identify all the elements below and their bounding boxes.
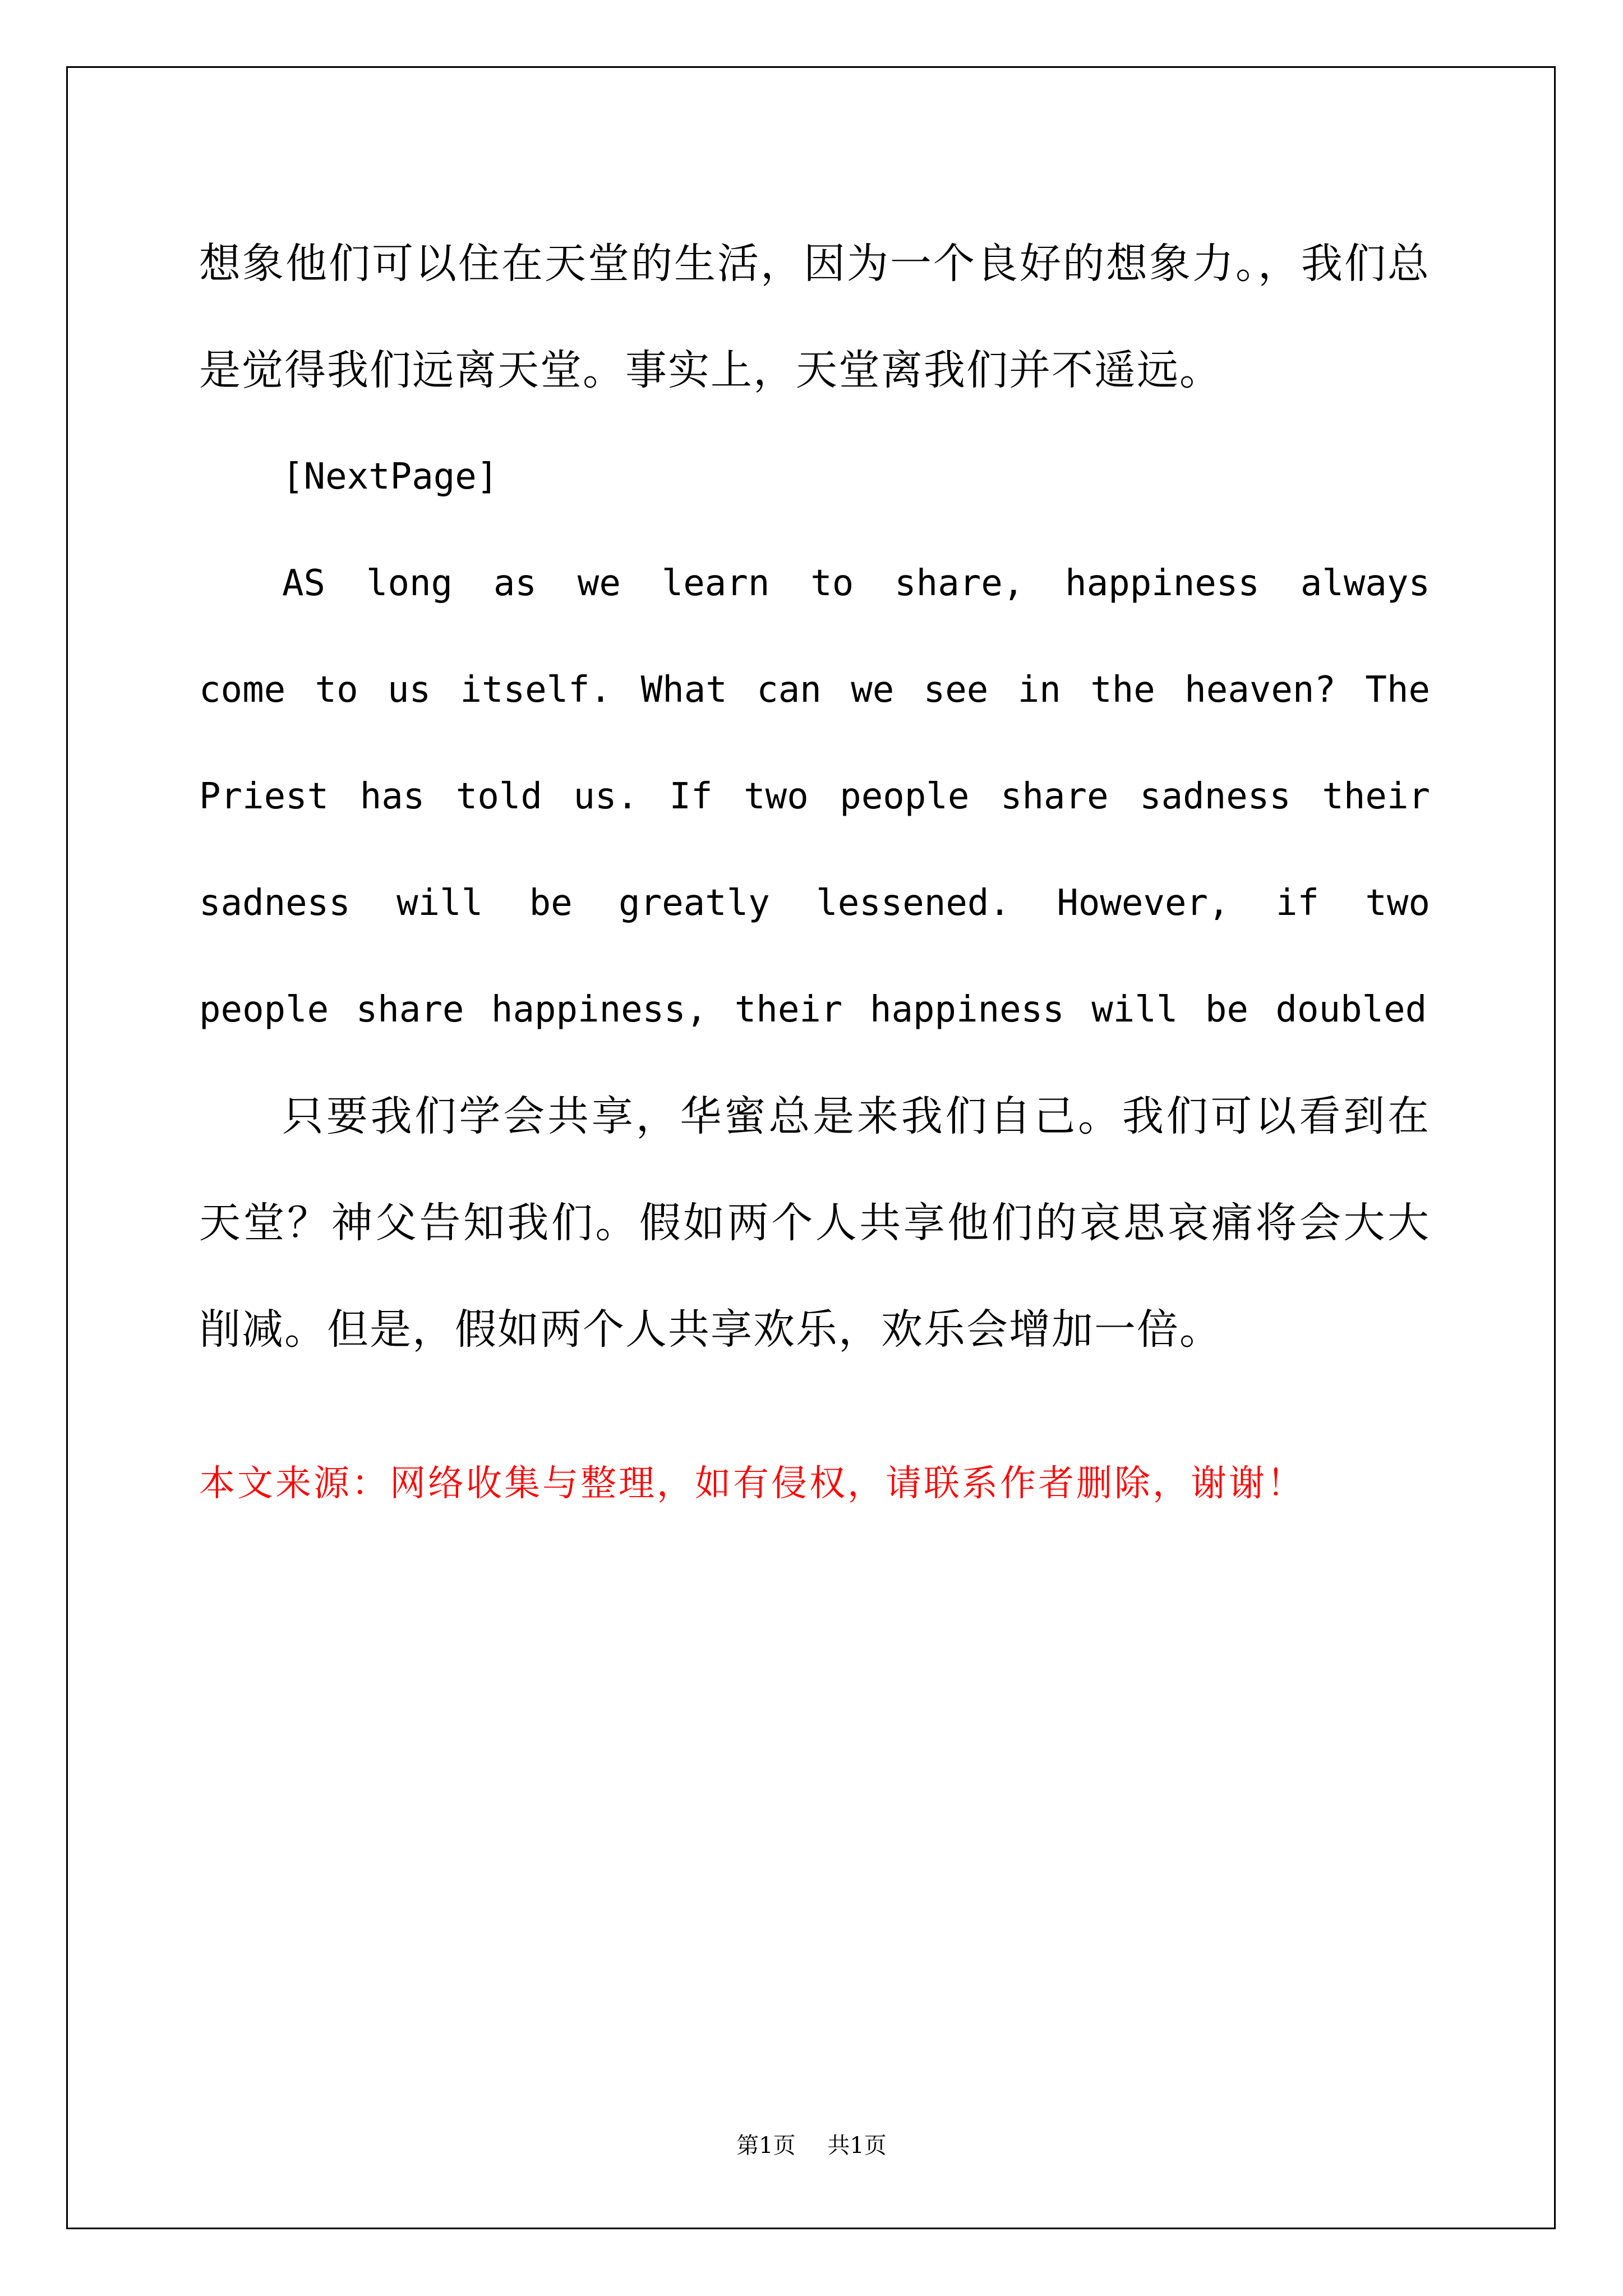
page-footer <box>0 2129 1623 2162</box>
page-number-current: 第1页 <box>736 2133 796 2159</box>
paragraph-english: AS long as we learn to share, happiness always come to us itself. What can we see in the heaven? The Priest has told us. If two people share sadness their sadness will be greatly lessened. However, if two people share happiness, their happiness will be doubled <box>199 563 1430 1030</box>
source-note: 本文来源：网络收集与整理，如有侵权，请联系作者删除，谢谢！ <box>199 1463 1305 1504</box>
paragraph-chinese-translation: 只要我们学会共享，华蜜总是来我们自己。我们可以看到在天堂？神父告知我们。假如两个人共享他们的哀思哀痛将会大大削减。但是，假如两个人共享欢乐，欢乐会增加一倍。 <box>199 1092 1430 1354</box>
page-number-total: 共1页 <box>827 2133 887 2159</box>
next-page-marker: [NextPage] <box>282 456 499 498</box>
document-body <box>199 210 1430 1512</box>
paragraph-chinese-intro: 想象他们可以住在天堂的生活，因为一个良好的想象力。，我们总是觉得我们远离天堂。事实上，天堂离我们并不遥远。 <box>199 240 1430 394</box>
